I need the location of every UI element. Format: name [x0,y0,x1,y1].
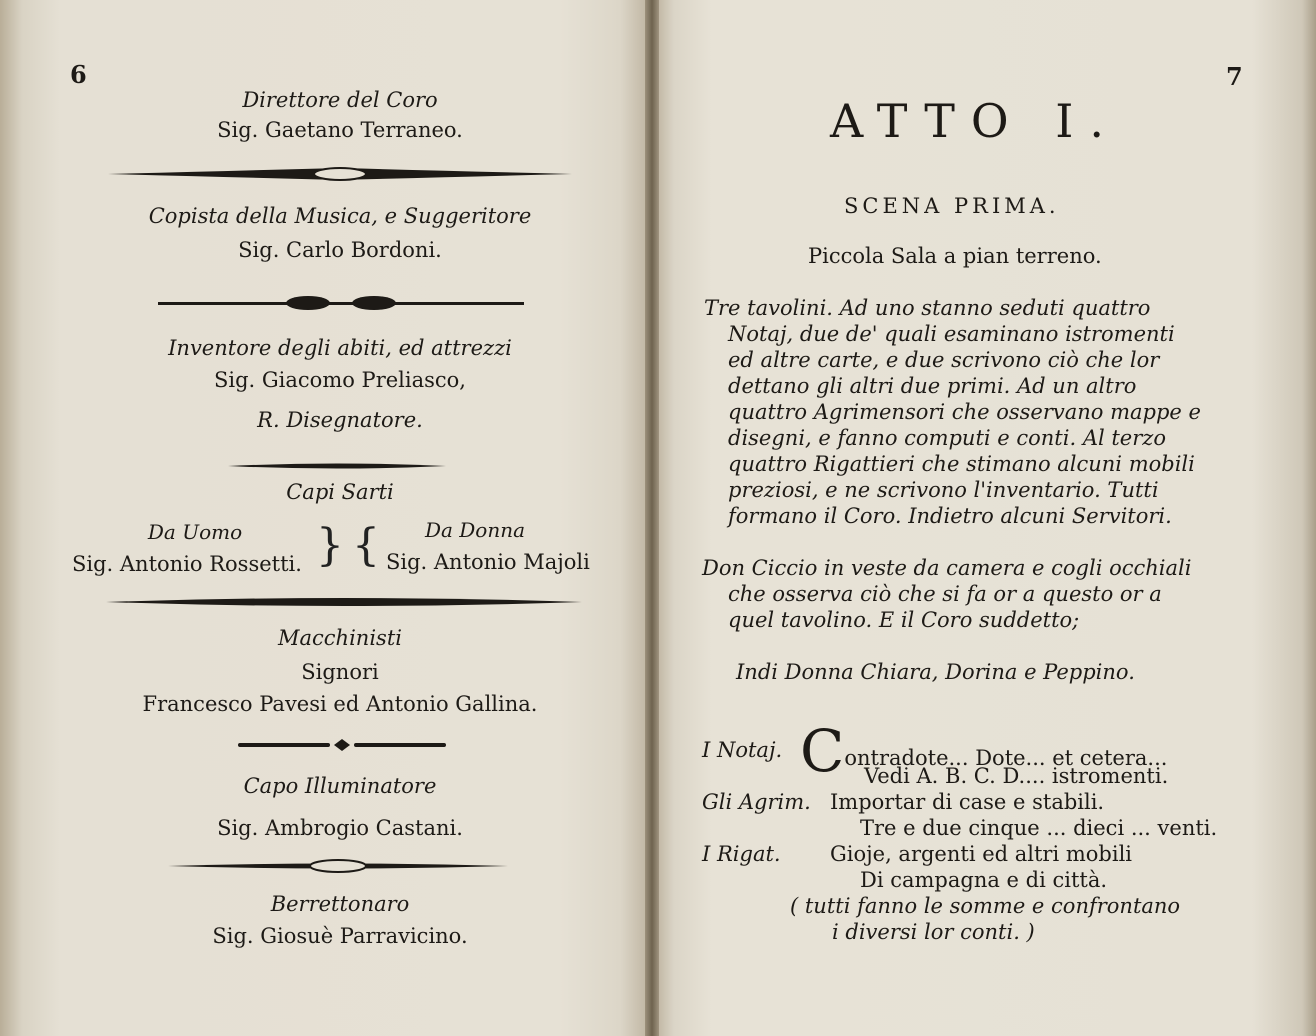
da-uomo-label: Da Uomo [147,520,243,544]
dialogue-notaj-text: ontradote... Dote... et cetera... [844,746,1168,770]
copista-role: Copista della Musica, e Suggeritore [148,204,532,228]
ornament-divider-5 [238,738,446,752]
ornament-divider-2 [158,294,524,312]
speaker-notaj: I Notaj. [702,738,783,762]
macchinisti-names: Francesco Pavesi ed Antonio Gallina. [142,692,538,716]
direttore-name: Sig. Gaetano Terraneo. [217,118,463,142]
copista-name: Sig. Carlo Bordoni. [238,238,442,262]
drop-cap: C [800,717,845,785]
entrance-line: Indi Donna Chiara, Dorina e Peppino. [736,660,1135,684]
page-number-left: 6 [70,60,87,89]
signori-label: Signori [301,660,379,684]
book-gutter [645,0,659,1036]
ornament-divider-3 [228,460,446,472]
macchinisti-heading: Macchinisti [278,626,402,650]
ornament-divider-4 [106,594,582,610]
stage-direction-line: quattro Agrimensori che osservano mappe e [728,400,1201,424]
stage-direction-line: formano il Coro. Indietro alcuni Servitori. [728,504,1172,528]
da-uomo-name: Sig. Antonio Rossetti. [72,552,302,576]
brace-right: } [316,520,344,571]
stage-direction-line: Notaj, due de' quali esaminano istromenti [728,322,1175,346]
capi-sarti-heading: Capi Sarti [286,480,394,504]
left-page [0,0,652,1036]
stage-direction-line: quattro Rigattieri che stimano alcuni mobili [728,452,1195,476]
right-page [652,0,1316,1036]
berrettonaro-name: Sig. Giosuè Parravicino. [212,924,468,948]
scene-setting: Piccola Sala a pian terreno. [808,244,1102,268]
speaker-rigat: I Rigat. [702,842,781,866]
da-donna-name: Sig. Antonio Majoli [386,550,590,574]
illuminatore-role: Capo Illuminatore [243,774,437,798]
dialogue-agrim-line2: Tre e due cinque ... dieci ... venti. [860,816,1218,840]
dialogue-direction-line1: ( tutti fanno le somme e confrontano [790,894,1181,918]
illuminatore-name: Sig. Ambrogio Castani. [217,816,463,840]
act-title: ATTO I. [830,94,1121,148]
dialogue-agrim-line1: Importar di case e stabili. [830,790,1105,814]
don-ciccio-line: che osserva ciò che si fa or a questo or a [728,582,1162,606]
direttore-role: Direttore del Coro [242,88,438,112]
berrettonaro-role: Berrettonaro [270,892,410,916]
ornament-divider-1 [108,166,572,182]
don-ciccio-line: quel tavolino. E il Coro suddetto; [728,608,1080,632]
dialogue-rigat-line2: Di campagna e di città. [860,868,1108,892]
dialogue-direction-line2: i diversi lor conti. ) [832,920,1035,944]
ornament-divider-6 [168,858,508,874]
stage-direction-line: preziosi, e ne scrivono l'inventario. Tutti [728,478,1159,502]
page-number-right: 7 [1226,62,1243,91]
dialogue-rigat-line1: Gioje, argenti ed altri mobili [830,842,1133,866]
stage-direction-line: ed altre carte, e due scrivono ciò che lor [728,348,1160,372]
dialogue-notaj-line2: Vedi A. B. C. D.... istromenti. [864,764,1169,788]
speaker-agrim: Gli Agrim. [702,790,811,814]
scene-title: SCENA PRIMA. [844,194,1060,218]
inventore-title: R. Disegnatore. [257,408,423,432]
inventore-role: Inventore degli abiti, ed attrezzi [168,336,512,360]
stage-direction-line: dettano gli altri due primi. Ad un altro [728,374,1137,398]
stage-direction-line: disegni, e fanno computi e conti. Al terzo [728,426,1166,450]
brace-left: { [352,520,380,571]
inventore-name: Sig. Giacomo Preliasco, [214,368,466,392]
da-donna-label: Da Donna [424,518,526,542]
don-ciccio-line: Don Ciccio in veste da camera e cogli occhiali [702,556,1192,580]
stage-direction-line: Tre tavolini. Ad uno stanno seduti quattro [704,296,1151,320]
